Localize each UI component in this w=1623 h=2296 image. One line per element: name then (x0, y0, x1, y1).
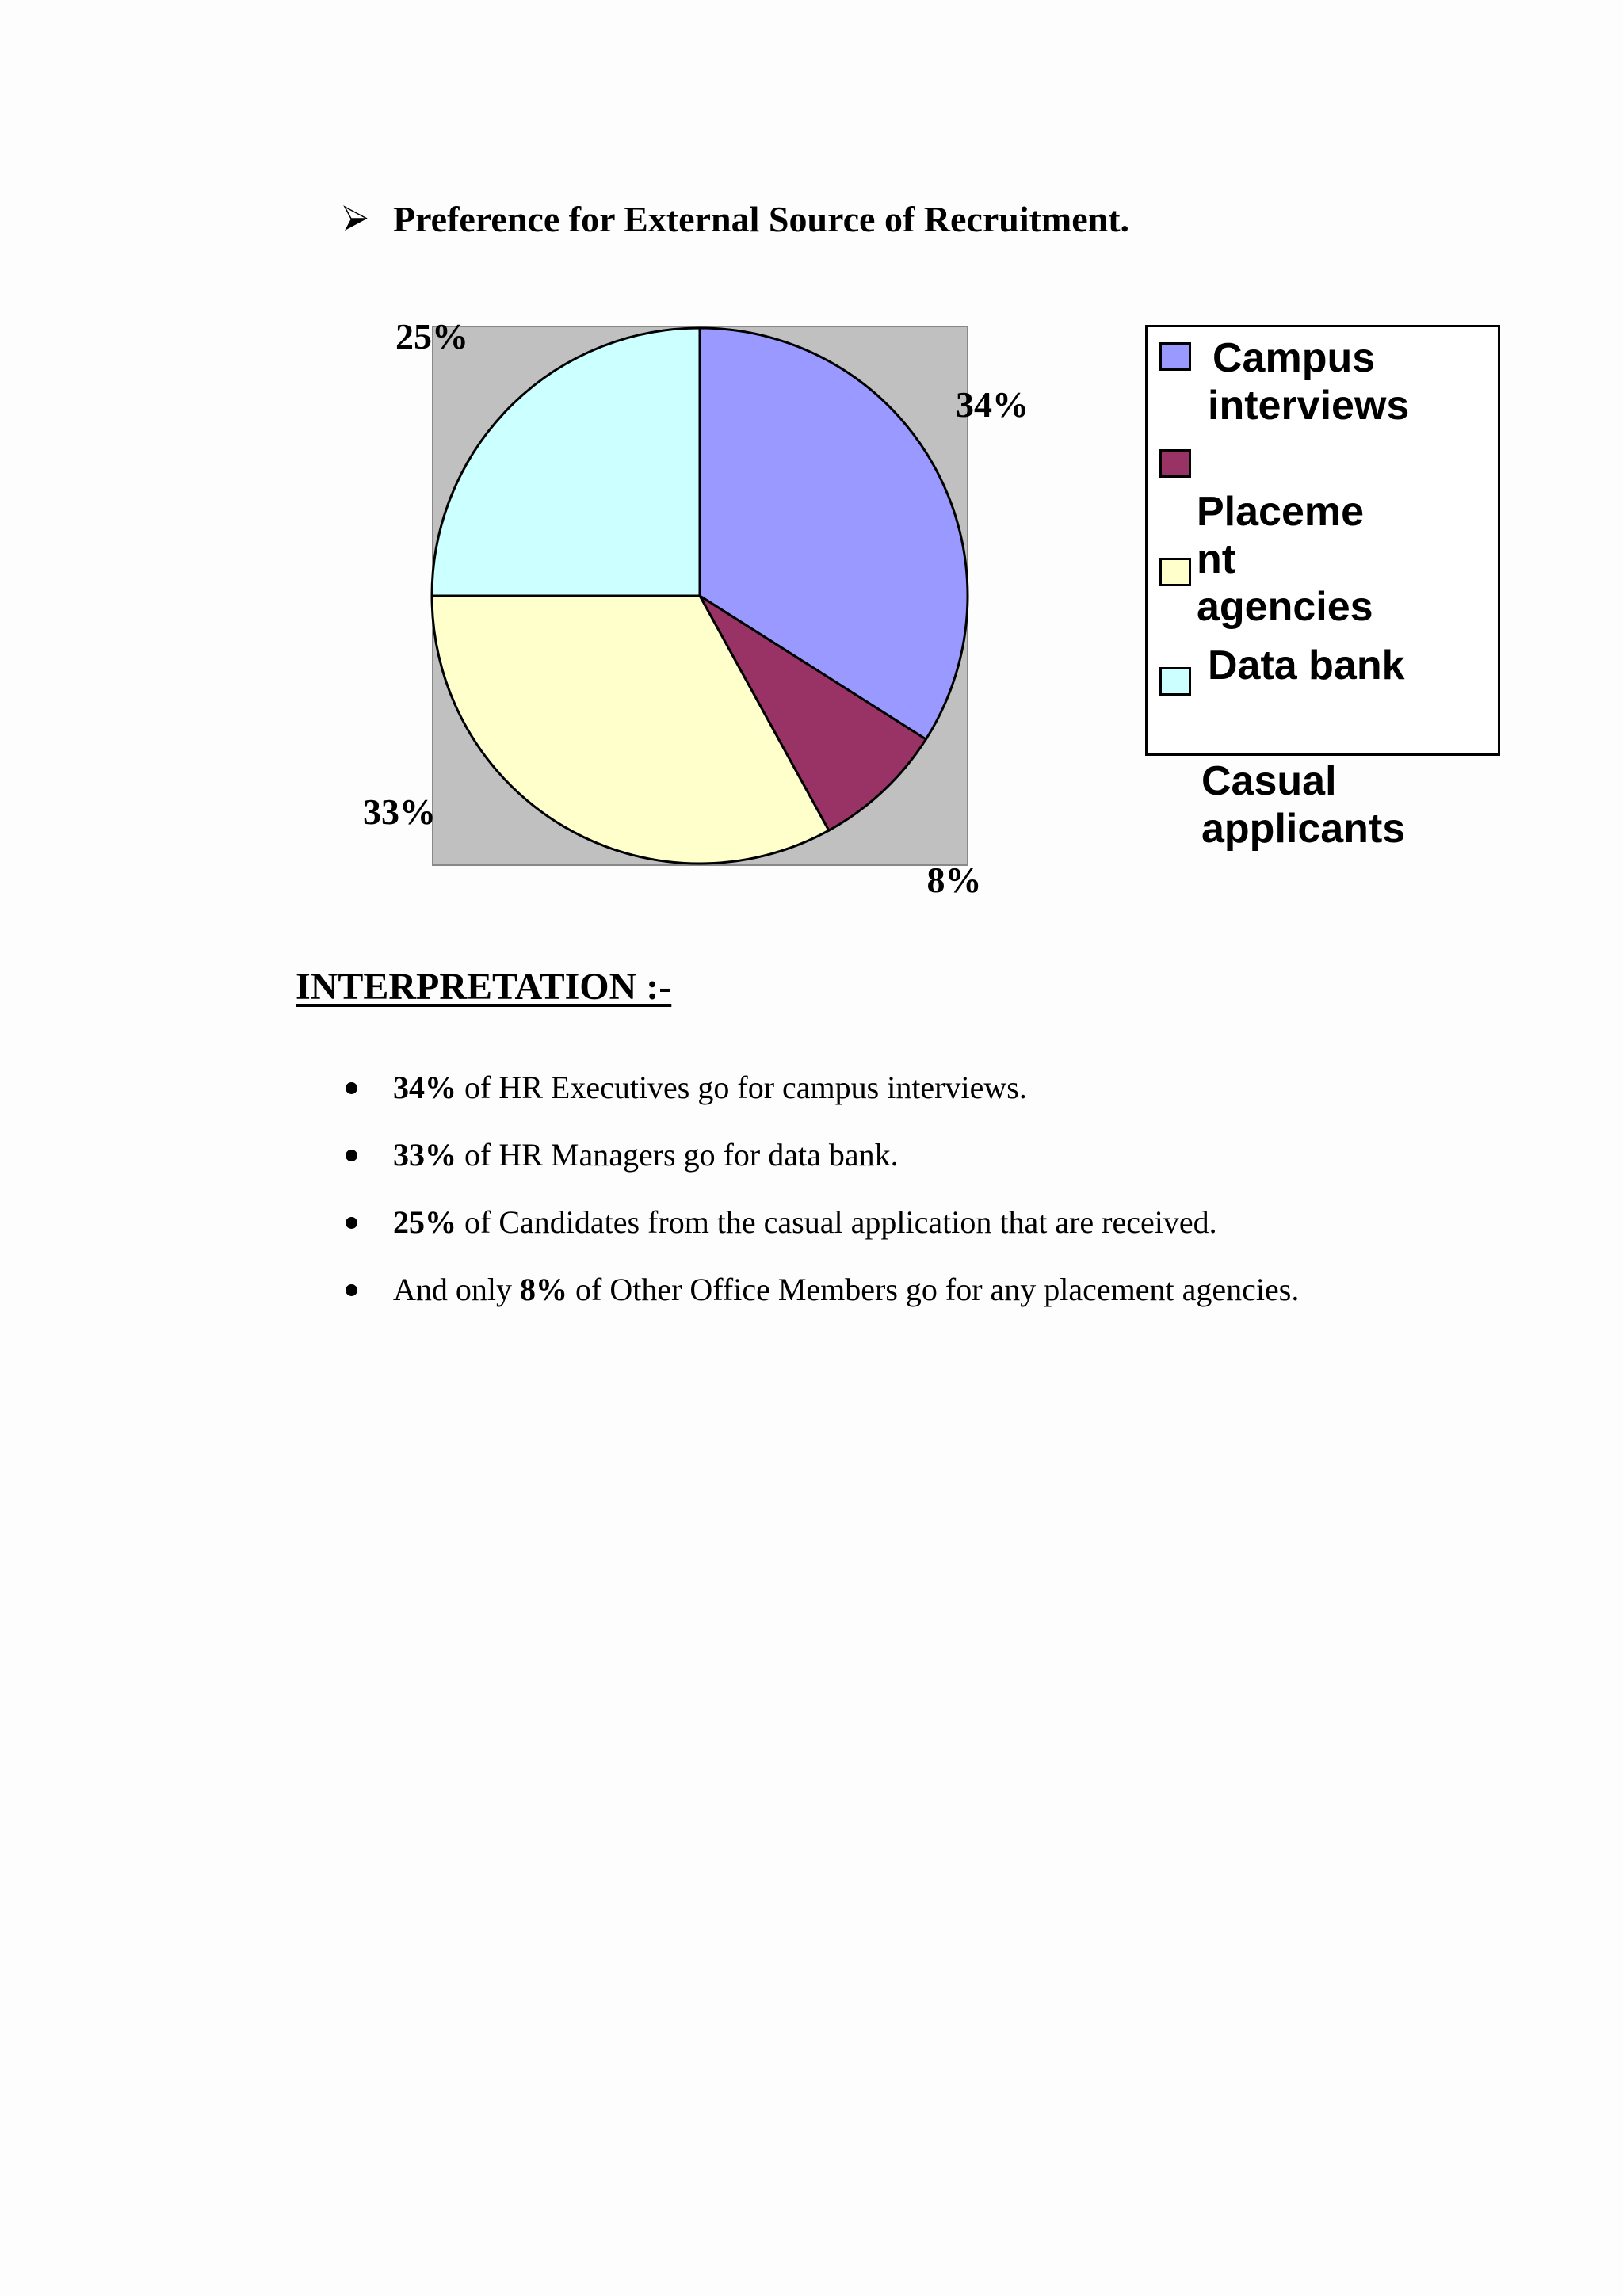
bullet-dot-icon (346, 1082, 357, 1094)
interpretation-list (342, 1062, 1299, 1331)
list-item: 33% of HR Managers go for data bank. (342, 1129, 1299, 1196)
bullet-dot-icon (346, 1150, 357, 1161)
legend-swatch-casual-applicants (1159, 667, 1191, 696)
list-item: And only 8% of Other Office Members go for any placement agencies. (342, 1264, 1299, 1331)
legend-label-line: nt (1197, 536, 1236, 582)
legend-label-line: Data bank (1208, 643, 1405, 688)
legend-label-line: agencies (1197, 584, 1373, 630)
legend-label-line: Casual (1201, 758, 1337, 804)
legend-swatch-data-bank (1159, 558, 1191, 586)
interpretation-heading: INTERPRETATION :- (296, 966, 672, 1008)
data-label: 8% (926, 860, 982, 900)
data-label: 33% (363, 791, 436, 832)
legend-label-line: applicants (1201, 806, 1406, 852)
list-item: 34% of HR Executives go for campus interviews. (342, 1062, 1299, 1129)
legend-swatch-campus-interviews (1159, 342, 1191, 371)
heading-text: Preference for External Source of Recruitment. (393, 198, 1130, 239)
data-label: 34% (956, 384, 1029, 425)
bullet-dot-icon (346, 1217, 357, 1229)
legend-label-line: Placeme (1197, 489, 1365, 535)
data-label: 25% (395, 316, 468, 357)
legend-swatch-placement-agencies (1159, 449, 1191, 478)
bullet-dot-icon (346, 1284, 357, 1296)
legend-label-line: interviews (1208, 383, 1410, 429)
list-item: 25% of Candidates from the casual application that are received. (342, 1196, 1299, 1264)
legend-label-line: Campus (1212, 335, 1376, 381)
